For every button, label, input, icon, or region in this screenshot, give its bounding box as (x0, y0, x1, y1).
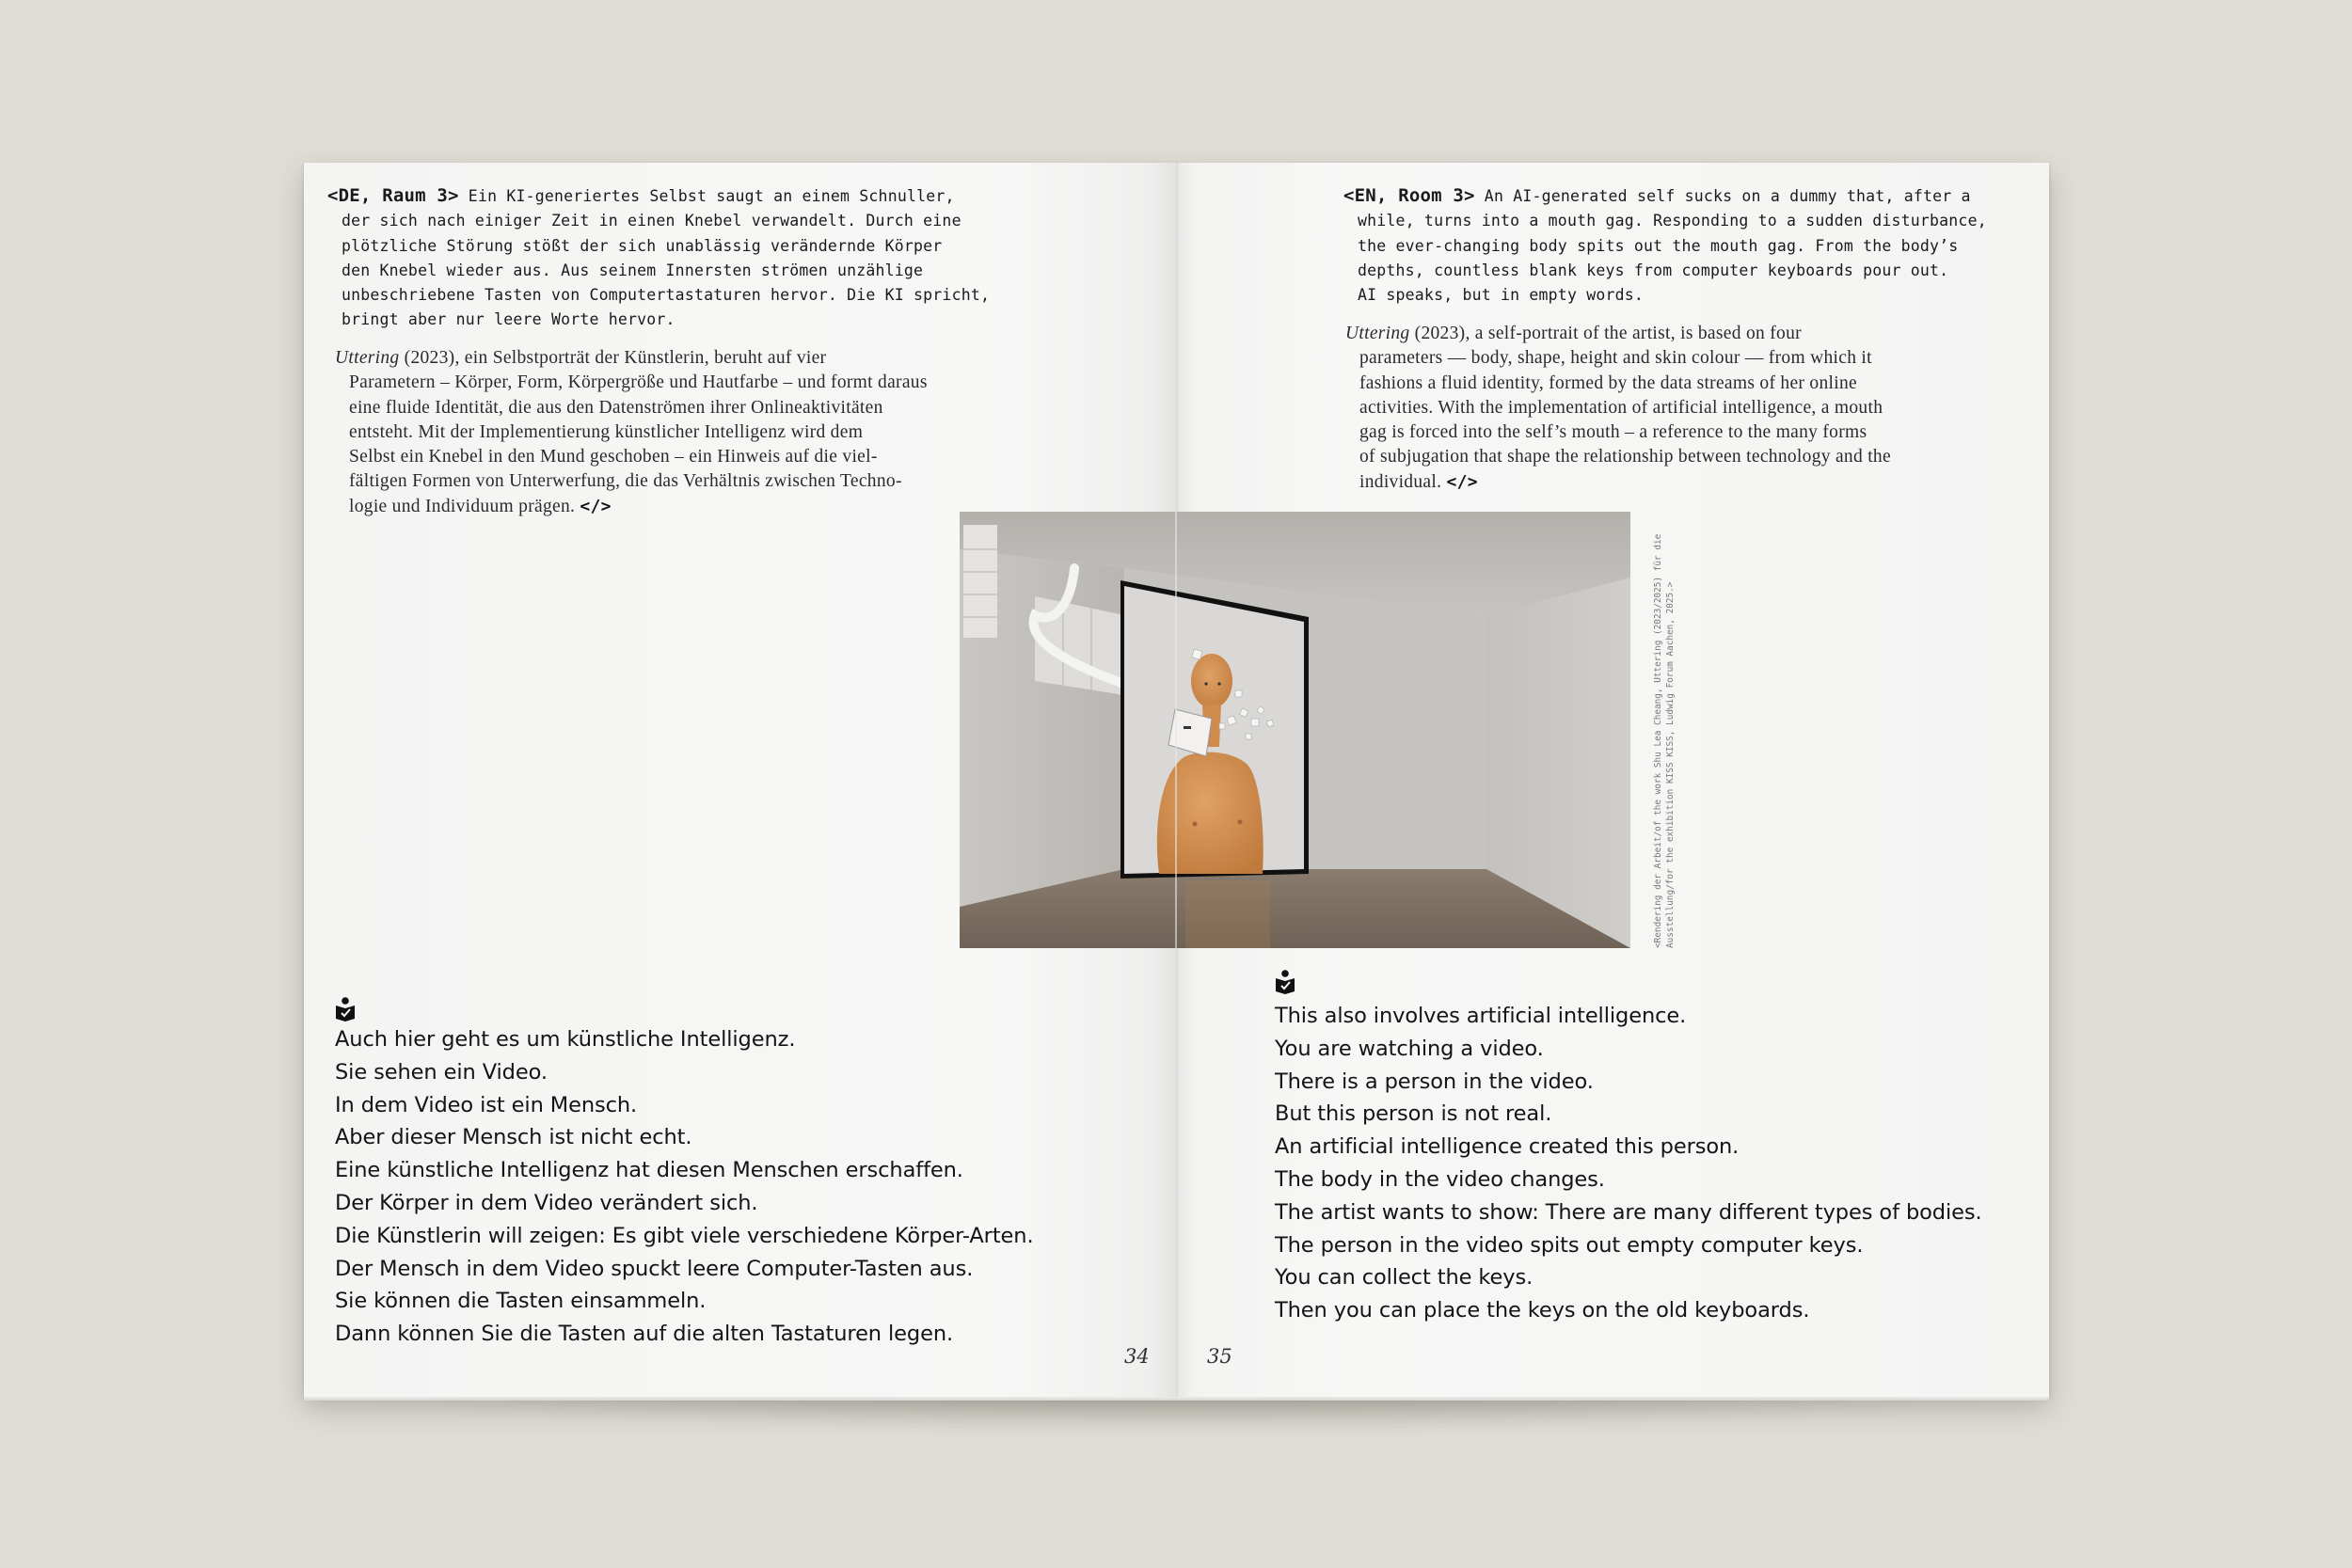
easy-read-line: Then you can place the keys on the old keyboards. (1275, 1298, 1810, 1323)
easy-read-en (1275, 1000, 1982, 1327)
intro-en (1343, 183, 1987, 308)
page-number-right: 35 (1207, 1345, 1232, 1368)
artwork-rendering (960, 512, 1630, 948)
page-number-left: 34 (1124, 1345, 1150, 1368)
easy-read-line: In dem Video ist ein Mensch. (335, 1092, 638, 1117)
intro-line: unbeschriebene Tasten von Computertastaturen hervor. Die KI spricht, (342, 286, 991, 305)
intro-line: plötzliche Störung stößt der sich unablässig verändernde Körper (342, 236, 943, 255)
language-tag-de: <DE, Raum 3> (327, 185, 459, 206)
easy-read-line: You are watching a video. (1275, 1036, 1544, 1061)
easy-read-line: You can collect the keys. (1275, 1265, 1534, 1291)
description-de (335, 346, 928, 519)
description-line: of subjugation that shape the relationship between technology and the (1359, 447, 1891, 467)
description-line: Selbst ein Knebel in den Mund geschoben – ein Hinweis auf die viel- (349, 447, 878, 467)
intro-line: Ein KI-generiertes Selbst saugt an einem Schnuller, (458, 187, 955, 205)
easy-read-line: Aber dieser Mensch ist nicht echt. (335, 1125, 692, 1150)
easy-read-line: This also involves artificial intelligence. (1275, 1004, 1687, 1028)
easy-read-line: Eine künstliche Intelligenz hat diesen Menschen erschaffen. (335, 1158, 963, 1183)
easy-read-line: But this person is not real. (1275, 1101, 1552, 1127)
easy-read-line: The person in the video spits out empty computer keys. (1275, 1232, 1864, 1258)
easy-read-line: An artificial intelligence created this person. (1275, 1134, 1740, 1160)
easy-read-book-icon (335, 997, 356, 1022)
description-line: gag is forced into the self’s mouth – a reference to the many forms (1359, 422, 1867, 443)
intro-line: der sich nach einiger Zeit in einen Knebel verwandelt. Durch eine (342, 212, 961, 230)
easy-read-line: Auch hier geht es um künstliche Intelligenz. (335, 1027, 796, 1052)
description-line: (2023), a self-portrait of the artist, is based on four (1409, 324, 1802, 343)
easy-read-line: The body in the video changes. (1275, 1166, 1605, 1192)
work-title: Uttering (335, 348, 400, 368)
gallery-rendering-image (960, 512, 1630, 948)
intro-line: depths, countless blank keys from computer keyboards pour out. (1358, 261, 1949, 279)
description-line: parameters — body, shape, height and skin colour — from which it (1359, 348, 1872, 369)
caption-line: <Rendering der Arbeit/of the work Shu Lea Cheang, Uttering (2023/2025) für die (1653, 533, 1663, 948)
intro-de (327, 183, 990, 333)
description-line: Parametern – Körper, Form, Körpergröße und Hautfarbe – und formt daraus (349, 372, 928, 393)
description-line: fältigen Formen von Unterwerfung, die das Verhältnis zwischen Techno- (349, 471, 902, 492)
description-line: logie und Individuum prägen. (349, 496, 580, 516)
easy-read-de (335, 1023, 1034, 1351)
book-spread (304, 163, 2049, 1397)
language-tag-en: <EN, Room 3> (1343, 185, 1475, 206)
page-edge (304, 1397, 2049, 1401)
intro-line: An AI-generated self sucks on a dummy that, after a (1474, 187, 1971, 205)
intro-line: while, turns into a mouth gag. Responding to a sudden disturbance, (1358, 212, 1987, 230)
description-en (1345, 322, 1891, 495)
easy-read-book-icon (1275, 970, 1295, 994)
work-title: Uttering (1345, 324, 1410, 343)
close-tag: </> (1446, 471, 1478, 492)
description-line: entsteht. Mit der Implementierung künstlicher Intelligenz wird dem (349, 421, 864, 442)
easy-read-line: Der Körper in dem Video verändert sich. (335, 1190, 758, 1215)
description-line: individual. (1359, 471, 1447, 492)
intro-line: bringt aber nur leere Worte hervor. (342, 310, 675, 329)
close-tag: </> (580, 496, 612, 516)
easy-read-line: The artist wants to show: There are many different types of bodies. (1275, 1199, 1982, 1225)
description-line: eine fluide Identität, die aus den Datenströmen ihrer Onlineaktivitäten (349, 397, 883, 418)
description-line: activities. With the implementation of artificial intelligence, a mouth (1359, 397, 1883, 418)
easy-read-line: There is a person in the video. (1275, 1069, 1594, 1094)
easy-read-line: Dann können Sie die Tasten auf die alten Tastaturen legen. (335, 1322, 954, 1347)
easy-read-line: Sie sehen ein Video. (335, 1059, 548, 1085)
intro-line: den Knebel wieder aus. Aus seinem Innersten strömen unzählige (342, 261, 924, 279)
description-line: (2023), ein Selbstporträt der Künstlerin, beruht auf vier (399, 348, 827, 368)
description-line: fashions a fluid identity, formed by the data streams of her online (1359, 372, 1857, 393)
easy-read-line: Der Mensch in dem Video spuckt leere Computer-Tasten aus. (335, 1256, 974, 1281)
easy-read-line: Die Künstlerin will zeigen: Es gibt viele verschiedene Körper-Arten. (335, 1223, 1034, 1248)
image-caption (1652, 534, 1677, 948)
intro-line: the ever-changing body spits out the mouth gag. From the body’s (1358, 236, 1959, 255)
caption-line: Ausstellung/for the exhibition KISS KISS, Ludwig Forum Aachen, 2025.> (1665, 581, 1676, 948)
intro-line: AI speaks, but in empty words. (1358, 286, 1645, 305)
easy-read-line: Sie können die Tasten einsammeln. (335, 1289, 707, 1314)
